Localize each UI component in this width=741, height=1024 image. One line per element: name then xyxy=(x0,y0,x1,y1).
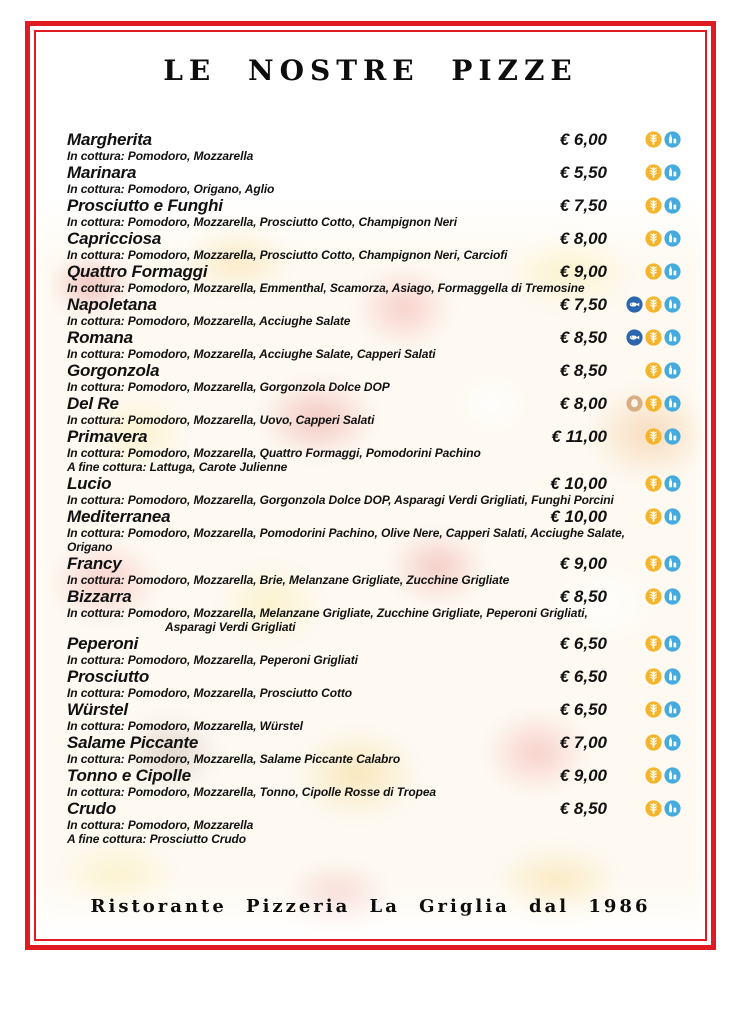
pizza-price: € 7,50 xyxy=(559,196,607,215)
pizza-ingredients: In cottura: Pomodoro, Mozzarella, Prosciutto Cotto, Champignon Neri, Carciofi xyxy=(67,248,508,262)
egg-allergen-icon xyxy=(626,395,643,412)
pizza-ingredients: In cottura: Pomodoro, Mozzarella, Acciughe Salate, Capperi Salati xyxy=(67,347,436,361)
menu-item xyxy=(67,634,681,667)
allergen-badges xyxy=(617,131,681,148)
pizza-ingredients: In cottura: Pomodoro, Mozzarella, Quattro Formaggi, Pomodorini Pachino xyxy=(67,446,481,460)
menu-item xyxy=(67,328,681,361)
milk-allergen-icon xyxy=(664,197,681,214)
pizza-ingredients: In cottura: Pomodoro, Mozzarella, Pomodorini Pachino, Olive Nere, Capperi Salati, Acciughe Salate, xyxy=(67,526,625,540)
pizza-name: Del Re xyxy=(67,394,119,413)
pizza-price: € 7,00 xyxy=(559,733,607,752)
menu-item xyxy=(67,667,681,700)
allergen-badges xyxy=(617,329,681,346)
pizza-name: Crudo xyxy=(67,799,117,818)
milk-allergen-icon xyxy=(664,555,681,572)
pizza-ingredients: A fine cottura: Prosciutto Crudo xyxy=(67,832,247,846)
pizza-name: Gorgonzola xyxy=(67,361,160,380)
allergen-badges xyxy=(617,164,681,181)
menu-item xyxy=(67,262,681,295)
pizza-price: € 6,00 xyxy=(559,130,607,149)
pizza-ingredients: Origano xyxy=(67,540,113,554)
allergen-badges xyxy=(617,508,681,525)
menu-item xyxy=(67,587,681,634)
milk-allergen-icon xyxy=(664,362,681,379)
gluten-allergen-icon xyxy=(645,668,662,685)
gluten-allergen-icon xyxy=(645,767,662,784)
pizza-ingredients: In cottura: Pomodoro, Mozzarella, Würstel xyxy=(67,719,303,733)
gluten-allergen-icon xyxy=(645,131,662,148)
fish-allergen-icon xyxy=(626,296,643,313)
pizza-list xyxy=(67,130,681,846)
menu-item xyxy=(67,394,681,427)
pizza-name: Prosciutto xyxy=(67,667,150,686)
pizza-name: Francy xyxy=(67,554,122,573)
allergen-badges xyxy=(617,475,681,492)
allergen-badges xyxy=(617,263,681,280)
menu-item xyxy=(67,507,681,554)
pizza-price: € 8,50 xyxy=(559,799,607,818)
pizza-name: Napoletana xyxy=(67,295,157,314)
pizza-price: € 6,50 xyxy=(559,634,607,653)
fish-allergen-icon xyxy=(626,329,643,346)
gluten-allergen-icon xyxy=(645,588,662,605)
gluten-allergen-icon xyxy=(645,734,662,751)
allergen-badges xyxy=(617,230,681,247)
gluten-allergen-icon xyxy=(645,197,662,214)
menu-item xyxy=(67,799,681,846)
menu-item xyxy=(67,295,681,328)
milk-allergen-icon xyxy=(664,668,681,685)
pizza-ingredients: In cottura: Pomodoro, Mozzarella, Prosciutto Cotto xyxy=(67,686,353,700)
milk-allergen-icon xyxy=(664,131,681,148)
gluten-allergen-icon xyxy=(645,475,662,492)
pizza-price: € 10,00 xyxy=(550,507,607,526)
pizza-ingredients: In cottura: Pomodoro, Mozzarella, Tonno, Cipolle Rosse di Tropea xyxy=(67,785,436,799)
allergen-badges xyxy=(617,701,681,718)
gluten-allergen-icon xyxy=(645,164,662,181)
pizza-price: € 8,50 xyxy=(559,587,607,606)
pizza-price: € 7,50 xyxy=(559,295,607,314)
allergen-badges xyxy=(617,395,681,412)
allergen-badges xyxy=(617,197,681,214)
gluten-allergen-icon xyxy=(645,508,662,525)
pizza-ingredients: In cottura: Pomodoro, Mozzarella, Peperoni Grigliati xyxy=(67,653,358,667)
pizza-name: Margherita xyxy=(67,130,152,149)
restaurant-name-footer: Ristorante Pizzeria La Griglia dal 1986 xyxy=(90,896,651,917)
pizza-name: Marinara xyxy=(67,163,137,182)
milk-allergen-icon xyxy=(664,588,681,605)
allergen-badges xyxy=(617,555,681,572)
gluten-allergen-icon xyxy=(645,555,662,572)
gluten-allergen-icon xyxy=(645,329,662,346)
gluten-allergen-icon xyxy=(645,635,662,652)
pizza-price: € 11,00 xyxy=(551,427,607,446)
menu-item xyxy=(67,700,681,733)
milk-allergen-icon xyxy=(664,428,681,445)
milk-allergen-icon xyxy=(664,395,681,412)
pizza-name: Mediterranea xyxy=(67,507,171,526)
pizza-ingredients: In cottura: Pomodoro, Mozzarella, Gorgonzola Dolce DOP xyxy=(67,380,390,394)
allergen-badges xyxy=(617,800,681,817)
pizza-name: Bizzarra xyxy=(67,587,132,606)
pizza-price: € 8,00 xyxy=(559,229,607,248)
page-title: LE NOSTRE PIZZE xyxy=(163,54,578,87)
allergen-badges xyxy=(617,635,681,652)
gluten-allergen-icon xyxy=(645,263,662,280)
milk-allergen-icon xyxy=(664,701,681,718)
pizza-name: Tonno e Cipolle xyxy=(67,766,191,785)
menu-item xyxy=(67,427,681,474)
pizza-ingredients: In cottura: Pomodoro, Mozzarella, Acciughe Salate xyxy=(67,314,351,328)
pizza-ingredients: In cottura: Pomodoro, Mozzarella, Prosciutto Cotto, Champignon Neri xyxy=(67,215,457,229)
milk-allergen-icon xyxy=(664,164,681,181)
allergen-badges xyxy=(617,428,681,445)
pizza-name: Lucio xyxy=(67,474,112,493)
allergen-badges xyxy=(617,362,681,379)
pizza-price: € 6,50 xyxy=(559,667,607,686)
menu-item xyxy=(67,163,681,196)
gluten-allergen-icon xyxy=(645,701,662,718)
allergen-badges xyxy=(617,668,681,685)
menu-item xyxy=(67,766,681,799)
menu-item xyxy=(67,196,681,229)
gluten-allergen-icon xyxy=(645,362,662,379)
pizza-price: € 10,00 xyxy=(550,474,607,493)
gluten-allergen-icon xyxy=(645,428,662,445)
gluten-allergen-icon xyxy=(645,800,662,817)
pizza-ingredients: Asparagi Verdi Grigliati xyxy=(165,620,296,634)
milk-allergen-icon xyxy=(664,329,681,346)
pizza-ingredients: In cottura: Pomodoro, Mozzarella xyxy=(67,149,254,163)
menu-item xyxy=(67,361,681,394)
pizza-ingredients: A fine cottura: Lattuga, Carote Julienne xyxy=(67,460,288,474)
pizza-price: € 8,00 xyxy=(559,394,607,413)
pizza-ingredients: In cottura: Pomodoro, Mozzarella, Gorgonzola Dolce DOP, Asparagi Verdi Grigliati, Funghi Porcini xyxy=(67,493,614,507)
menu-item xyxy=(67,554,681,587)
pizza-name: Primavera xyxy=(67,427,148,446)
menu-item xyxy=(67,474,681,507)
pizza-name: Quattro Formaggi xyxy=(67,262,208,281)
pizza-ingredients: In cottura: Pomodoro, Mozzarella xyxy=(67,818,254,832)
menu-item xyxy=(67,229,681,262)
pizza-name: Salame Piccante xyxy=(67,733,199,752)
pizza-name: Prosciutto e Funghi xyxy=(67,196,223,215)
pizza-price: € 6,50 xyxy=(559,700,607,719)
pizza-price: € 9,00 xyxy=(559,766,607,785)
pizza-name: Romana xyxy=(67,328,133,347)
pizza-ingredients: In cottura: Pomodoro, Mozzarella, Uovo, Capperi Salati xyxy=(67,413,375,427)
pizza-ingredients: In cottura: Pomodoro, Mozzarella, Emmenthal, Scamorza, Asiago, Formaggella di Tremosine xyxy=(67,281,585,295)
menu-item xyxy=(67,130,681,163)
milk-allergen-icon xyxy=(664,508,681,525)
pizza-ingredients: In cottura: Pomodoro, Mozzarella, Salame Piccante Calabro xyxy=(67,752,401,766)
pizza-price: € 9,00 xyxy=(559,262,607,281)
gluten-allergen-icon xyxy=(645,395,662,412)
pizza-price: € 8,50 xyxy=(559,328,607,347)
pizza-ingredients: In cottura: Pomodoro, Mozzarella, Melanzane Grigliate, Zucchine Grigliate, Peperoni Grigliati, xyxy=(67,606,588,620)
milk-allergen-icon xyxy=(664,230,681,247)
allergen-badges xyxy=(617,588,681,605)
milk-allergen-icon xyxy=(664,296,681,313)
pizza-price: € 5,50 xyxy=(559,163,607,182)
pizza-price: € 8,50 xyxy=(559,361,607,380)
milk-allergen-icon xyxy=(664,475,681,492)
gluten-allergen-icon xyxy=(645,296,662,313)
pizza-name: Capricciosa xyxy=(67,229,162,248)
allergen-badges xyxy=(617,767,681,784)
milk-allergen-icon xyxy=(664,800,681,817)
pizza-name: Peperoni xyxy=(67,634,139,653)
milk-allergen-icon xyxy=(664,767,681,784)
pizza-ingredients: In cottura: Pomodoro, Mozzarella, Brie, Melanzane Grigliate, Zucchine Grigliate xyxy=(67,573,510,587)
allergen-badges xyxy=(617,734,681,751)
pizza-price: € 9,00 xyxy=(559,554,607,573)
milk-allergen-icon xyxy=(664,635,681,652)
gluten-allergen-icon xyxy=(645,230,662,247)
milk-allergen-icon xyxy=(664,263,681,280)
allergen-badges xyxy=(617,296,681,313)
pizza-ingredients: In cottura: Pomodoro, Origano, Aglio xyxy=(67,182,275,196)
pizza-name: Würstel xyxy=(67,700,128,719)
milk-allergen-icon xyxy=(664,734,681,751)
menu-item xyxy=(67,733,681,766)
